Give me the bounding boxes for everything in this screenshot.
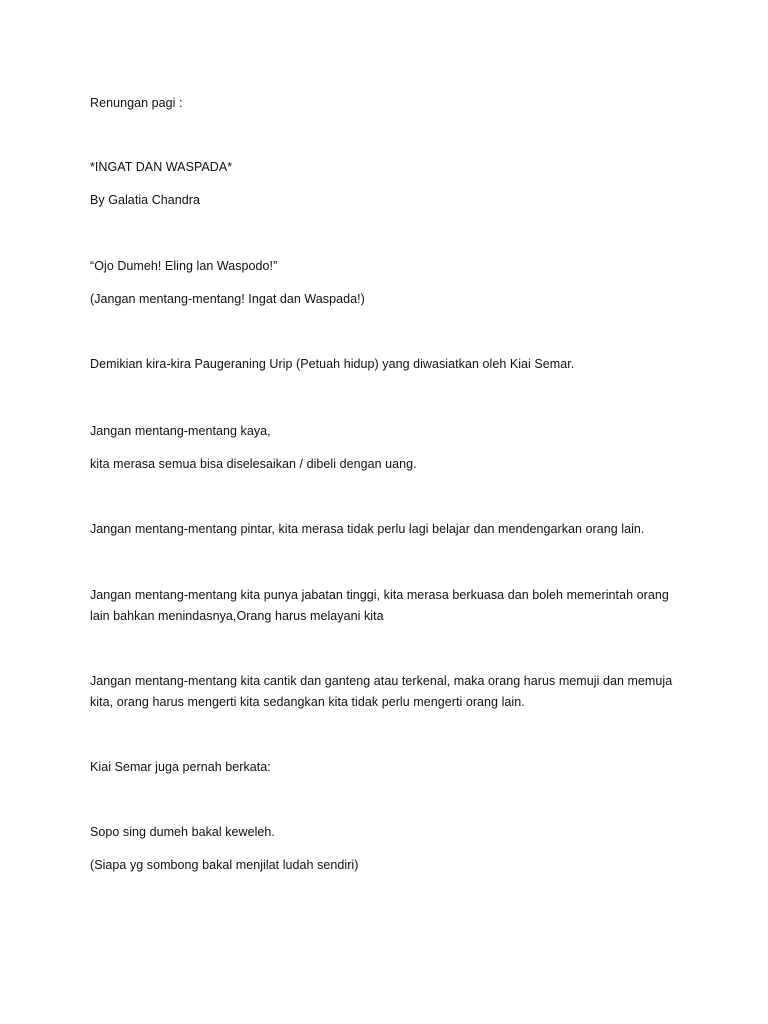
intro-paragraph: Demikian kira-kira Paugeraning Urip (Petuah hidup) yang diwasiatkan oleh Kiai Semar. (90, 357, 575, 371)
paragraph-kaya-line-2: kita merasa semua bisa diselesaikan / dibeli dengan uang. (90, 457, 417, 471)
kiai-semar-said: Kiai Semar juga pernah berkata: (90, 760, 271, 774)
quote-translation: (Jangan mentang-mentang! Ingat dan Waspada!) (90, 292, 365, 306)
saying-javanese: Sopo sing dumeh bakal keweleh. (90, 825, 275, 839)
paragraph-pintar: Jangan mentang-mentang pintar, kita merasa tidak perlu lagi belajar dan mendengarkan orang lain. (90, 522, 645, 536)
paragraph-cantik: Jangan mentang-mentang kita cantik dan ganteng atau terkenal, maka orang harus memuji dan memuja kita, orang harus mengerti kita sedangkan kita tidak perlu mengerti orang lain. (90, 674, 673, 709)
author-byline: By Galatia Chandra (90, 193, 200, 207)
paragraph-kaya-line-1: Jangan mentang-mentang kaya, (90, 424, 271, 438)
heading-renungan-pagi: Renungan pagi : (90, 96, 183, 110)
saying-translation: (Siapa yg sombong bakal menjilat ludah sendiri) (90, 858, 359, 872)
document-title: *INGAT DAN WASPADA* (90, 160, 233, 174)
paragraph-jabatan: Jangan mentang-mentang kita punya jabatan tinggi, kita merasa berkuasa dan boleh memerintah orang lain bahkan menindasnya,Orang harus melayani kita (90, 588, 669, 623)
quote-javanese: “Ojo Dumeh! Eling lan Waspodo!” (90, 259, 278, 273)
